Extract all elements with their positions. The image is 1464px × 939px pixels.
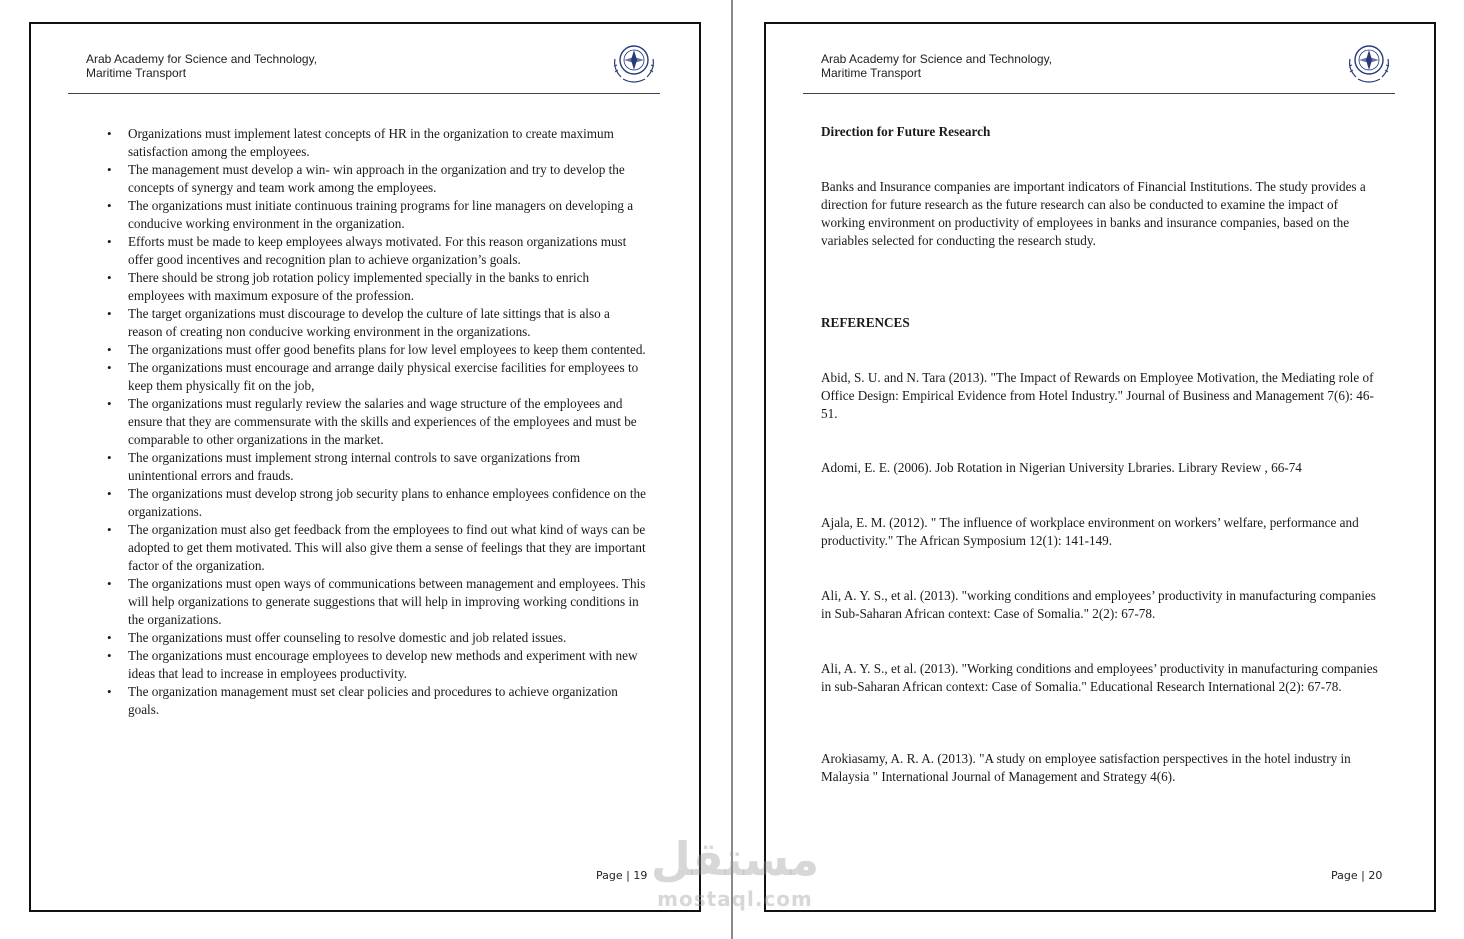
reference-entry: Adomi, E. E. (2006). Job Rotation in Nigerian University Lbraries. Library Review , 66-74 (821, 460, 1302, 475)
page-divider (731, 0, 733, 939)
page-header (86, 52, 426, 80)
recommendation-item: • The organizations must initiate continuous training programs for line managers on developing a conducive working environment in the organization. (86, 197, 646, 233)
recommendation-item: • The management must develop a win- win approach in the organization and try to develop the concepts of synergy and team work among the employees. (86, 161, 646, 197)
reference-entry: Ali, A. Y. S., et al. (2013). "Working conditions and employees’ productivity in manufacturing companies in sub-Saharan African context: Case of Somalia." Educational Research International 2(2): 67-78. (821, 661, 1378, 694)
recommendation-item: • Organizations must implement latest concepts of HR in the organization to create maximum satisfaction among the employees. (86, 125, 646, 161)
document-page-20 (764, 22, 1436, 912)
reference-entry: Ajala, E. M. (2012). " The influence of workplace environment on workers’ welfare, performance and productivity." The African Symposium 12(1): 141-149. (821, 515, 1359, 548)
reference-entry: Ali, A. Y. S., et al. (2013). "working conditions and employees’ productivity in manufacturing companies in Sub-Saharan African context: Case of Somalia." 2(2): 67-78. (821, 588, 1376, 621)
header-department: Maritime Transport (821, 66, 922, 80)
recommendation-item: • The organizations must encourage and arrange daily physical exercise facilities for employees to keep them physically fit on the job, (86, 359, 646, 395)
page-number: Page | 19 (596, 869, 648, 882)
recommendation-item: • The organizations must implement strong internal controls to save organizations from unintentional errors and frauds. (86, 449, 646, 485)
recommendation-item: • Efforts must be made to keep employees always motivated. For this reason organizations must offer good incentives and recognition plan to achieve organization’s goals. (86, 233, 646, 269)
recommendation-item: • The organizations must develop strong job security plans to enhance employees confidence on the organizations. (86, 485, 646, 521)
page-header (821, 52, 1161, 80)
references-heading: REFERENCES (821, 315, 910, 330)
future-research-paragraph: Banks and Insurance companies are important indicators of Financial Institutions. The study provides a direction for future research as the future research can also be conducted to examine the impact of working environment on productivity of employees in banks and insurance companies, based on the variables selected for conducting the research study. (821, 179, 1366, 248)
recommendation-item: • The organizations must regularly review the salaries and wage structure of the employees and ensure that they are commensurate with the skills and experiences of the employees and must be comparable to other organizations in the market. (86, 395, 646, 449)
header-rule (803, 93, 1395, 94)
header-department: Maritime Transport (86, 66, 187, 80)
header-institution: Arab Academy for Science and Technology, (86, 52, 318, 66)
recommendation-list (86, 125, 646, 719)
academy-seal-icon (609, 39, 659, 85)
watermark-latin: mostaql.com (657, 887, 813, 911)
recommendation-item: • The organization management must set clear policies and procedures to achieve organization goals. (86, 683, 646, 719)
recommendation-item: • The organizations must offer counseling to resolve domestic and job related issues. (86, 629, 646, 647)
header-rule (68, 93, 660, 94)
recommendation-item: • The organization must also get feedback from the employees to find out what kind of ways can be adopted to get them motivated. This will also give them a sense of feelings that they are important factor of the organization. (86, 521, 646, 575)
future-research-heading: Direction for Future Research (821, 124, 991, 139)
recommendation-item: • The target organizations must discourage to develop the culture of late sittings that is also a reason of creating non conducive working environment in the organizations. (86, 305, 646, 341)
header-institution: Arab Academy for Science and Technology, (821, 52, 1053, 66)
document-page-19 (29, 22, 701, 912)
page-number: Page | 20 (1331, 869, 1383, 882)
reference-entry: Arokiasamy, A. R. A. (2013). "A study on employee satisfaction perspectives in the hotel industry in Malaysia " International Journal of Management and Strategy 4(6). (821, 751, 1351, 784)
watermark-arabic: مستقل (650, 832, 820, 886)
recommendation-item: • The organizations must encourage employees to develop new methods and experiment with new ideas that lead to increase in employees productivity. (86, 647, 646, 683)
reference-entry: Abid, S. U. and N. Tara (2013). "The Impact of Rewards on Employee Motivation, the Mediating role of Office Design: Empirical Evidence from Hotel Industry." Journal of Business and Management 7(6): 46-51. (821, 370, 1374, 421)
recommendation-item: • There should be strong job rotation policy implemented specially in the banks to enrich employees with maximum exposure of the profession. (86, 269, 646, 305)
recommendation-item: • The organizations must offer good benefits plans for low level employees to keep them contented. (86, 341, 646, 359)
recommendations-content (86, 125, 646, 719)
academy-seal-icon (1344, 39, 1394, 85)
recommendation-item: • The organizations must open ways of communications between management and employees. This will help organizations to generate suggestions that will help in improving working conditions in the organizations. (86, 575, 646, 629)
